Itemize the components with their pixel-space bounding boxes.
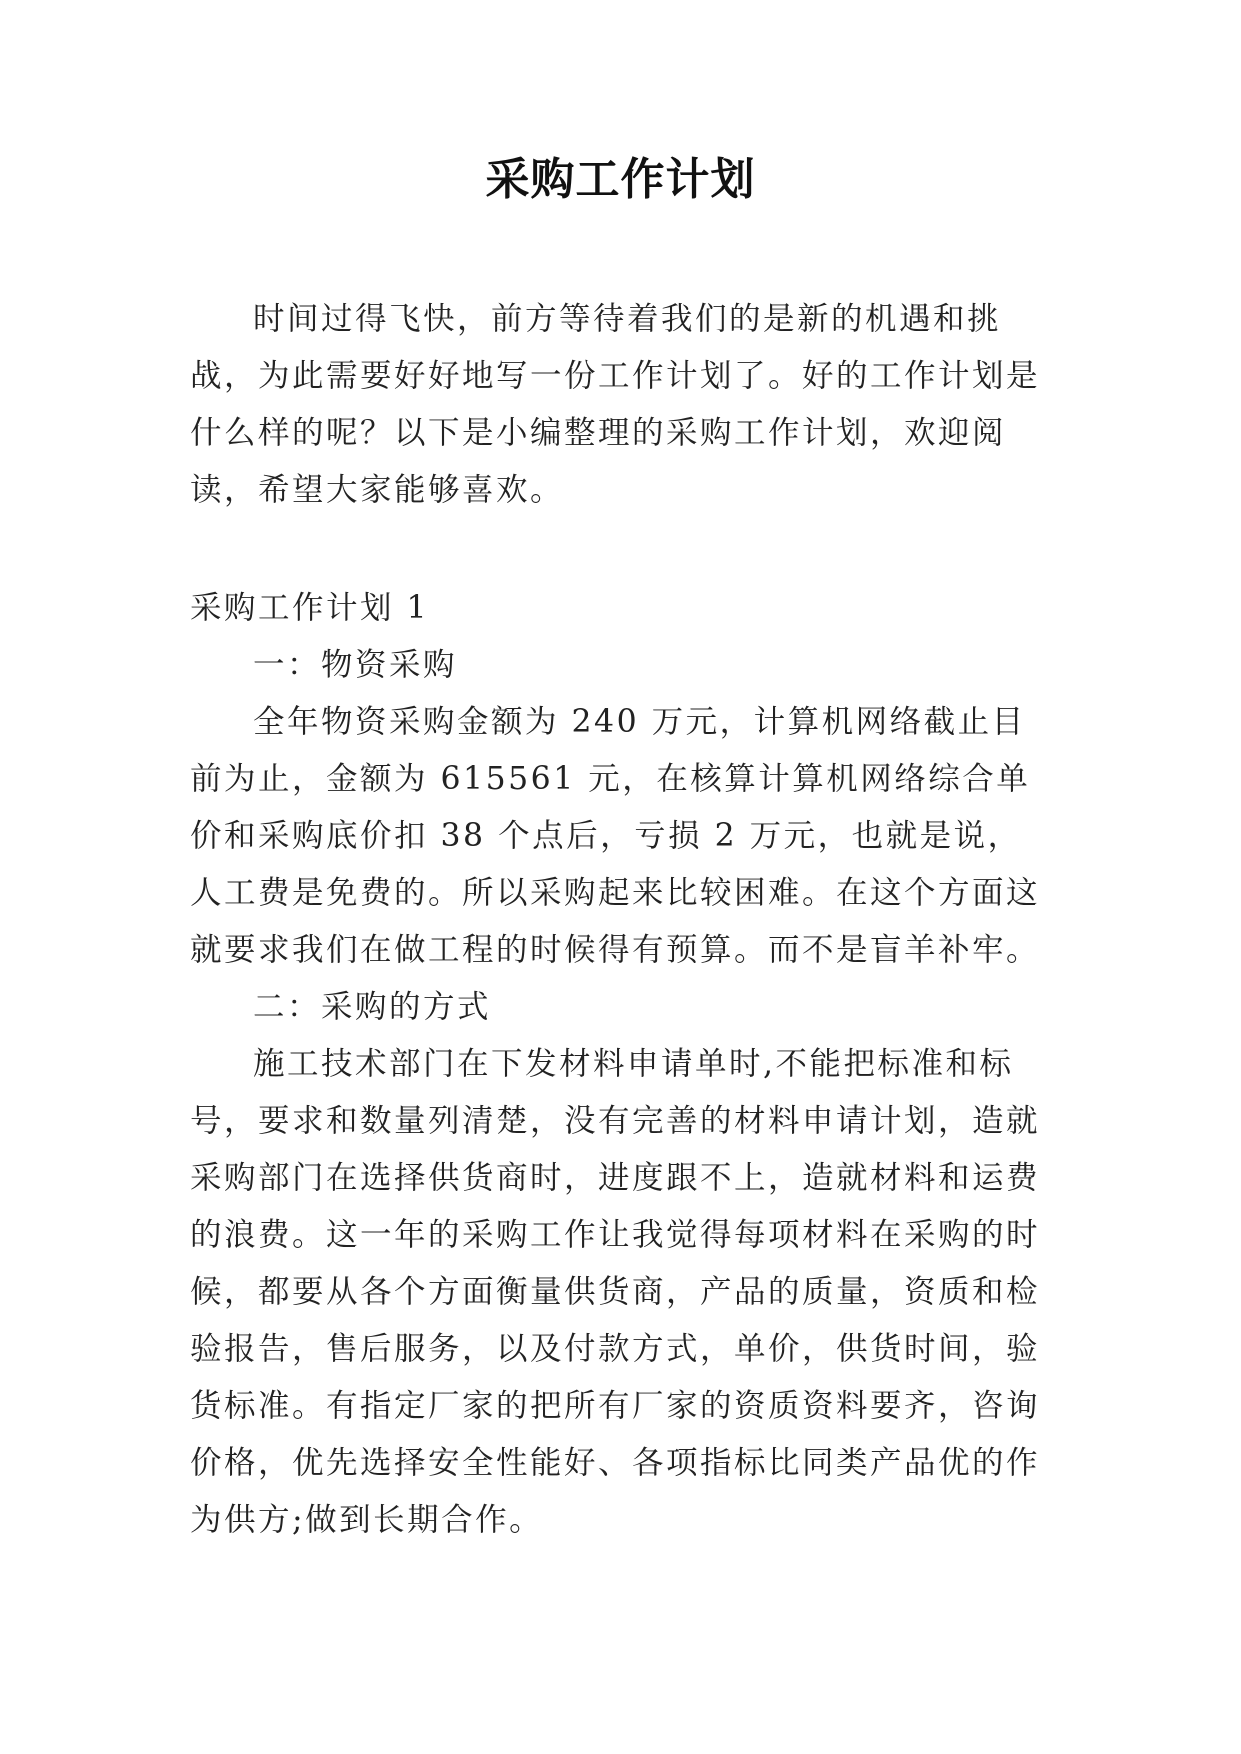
- material-purchase-paragraph: 全年物资采购金额为 240 万元，计算机网络截止目前为止，金额为 615561 元，在核算计算机网络综合单价和采购底价扣 38 个点后，亏损 2 万元，也就是说，人工费是免费的。所以采购起来比较困难。在这个方面这就要求我们在做工程的时候得有预算。而不是盲羊补牢。: [190, 704, 1041, 968]
- intro-paragraph: 时间过得飞快，前方等待着我们的是新的机遇和挑战，为此需要好好地写一份工作计划了。好的工作计划是什么样的呢？以下是小编整理的采购工作计划，欢迎阅读，希望大家能够喜欢。: [190, 301, 1041, 508]
- document-title: 采购工作计划: [485, 154, 756, 205]
- purchase-method-paragraph: 施工技术部门在下发材料申请单时,不能把标准和标号，要求和数量列清楚，没有完善的材料申请计划，造就采购部门在选择供货商时，进度跟不上，造就材料和运费的浪费。这一年的采购工作让我觉得每项材料在采购的时候，都要从各个方面衡量供货商，产品的质量，资质和检验报告，售后服务，以及付款方式，单价，供货时间，验货标准。有指定厂家的把所有厂家的资质资料要齐，咨询价格，优先选择安全性能好、各项指标比同类产品优的作为供方;做到长期合作。: [190, 1046, 1041, 1538]
- section-heading: 采购工作计划 1: [190, 590, 430, 626]
- intro-block: [190, 291, 1052, 519]
- subsection-heading-purchase-method: 二：采购的方式: [253, 989, 492, 1025]
- section-1: [190, 580, 1052, 1549]
- subsection-heading-material-purchase: 一：物资采购: [253, 647, 458, 683]
